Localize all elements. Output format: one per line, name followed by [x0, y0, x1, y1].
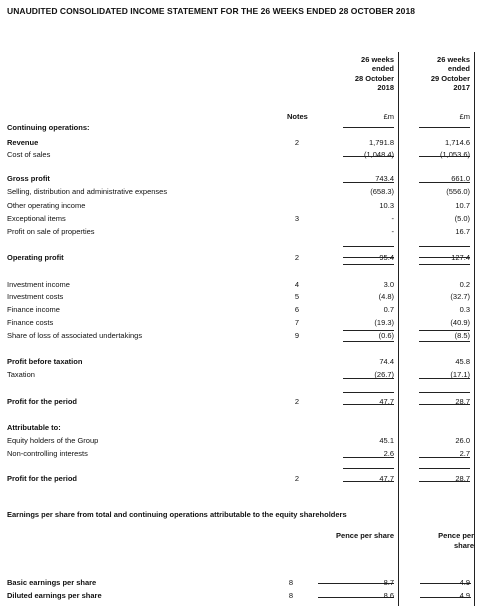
row-note: 7	[294, 318, 300, 327]
row-label: Non-controlling interests	[7, 449, 88, 458]
row-value-2018: 45.1	[379, 436, 394, 445]
row-value-2018: 47.7	[379, 474, 394, 483]
row-label: Cost of sales	[7, 150, 51, 159]
row-note: 2	[294, 253, 300, 262]
column-header-2018-line-2: ended	[371, 64, 394, 74]
row-value-2018: -	[391, 227, 394, 236]
rule-line	[419, 156, 470, 157]
row-value-2017: (17.1)	[450, 370, 470, 379]
eps-row-value-2017: 4.9	[459, 578, 470, 587]
row-label: Finance costs	[7, 318, 54, 327]
rule-line	[419, 481, 470, 482]
row-label: Profit for the period	[7, 474, 77, 483]
column-divider-right-2018	[398, 52, 399, 606]
row-label: Exceptional items	[7, 214, 66, 223]
row-note: 2	[294, 397, 300, 406]
column-divider-right-2017	[474, 52, 475, 606]
rule-line	[343, 404, 394, 405]
column-header-2017	[404, 55, 470, 92]
eps-row-label: Basic earnings per share	[7, 578, 97, 587]
row-value-2017: 45.8	[455, 357, 470, 366]
row-value-2017: 0.2	[459, 280, 470, 289]
rule-line	[343, 257, 394, 258]
row-label: Finance income	[7, 305, 60, 314]
row-value-2017: 26.0	[455, 436, 470, 445]
rule-line	[343, 457, 394, 458]
rule-line	[419, 246, 470, 247]
rule-line	[419, 341, 470, 342]
row-value-2018: 74.4	[379, 357, 394, 366]
row-value-2018: 0.7	[383, 305, 394, 314]
rule-line	[343, 156, 394, 157]
row-value-2018: 10.3	[379, 201, 394, 210]
row-value-2017: (1,053.6)	[439, 150, 470, 159]
row-note: 2	[294, 474, 300, 483]
row-label: Continuing operations:	[7, 123, 90, 132]
row-value-2017: 661.0	[451, 174, 470, 183]
row-note: 9	[294, 331, 300, 340]
row-value-2017: 127.4	[451, 253, 470, 262]
row-label: Share of loss of associated undertakings	[7, 331, 143, 340]
rule-line	[419, 392, 470, 393]
rule-line	[343, 392, 394, 393]
row-label: Investment costs	[7, 292, 64, 301]
row-value-2018: (4.8)	[378, 292, 394, 301]
rule-line	[343, 264, 394, 265]
row-value-2018: 2.6	[383, 449, 394, 458]
column-header-2017-line-4: 2017	[453, 82, 470, 92]
rule-line	[343, 341, 394, 342]
row-value-2017: (32.7)	[450, 292, 470, 301]
statement-title: UNAUDITED CONSOLIDATED INCOME STATEMENT FOR THE 26 WEEKS ENDED 28 OCTOBER 2018	[7, 6, 416, 16]
notes-header: Notes	[287, 112, 308, 121]
rule-line	[419, 404, 470, 405]
row-note: 2	[294, 138, 300, 147]
rule-line	[343, 246, 394, 247]
row-value-2017: 28.7	[455, 397, 470, 406]
row-label: Revenue	[7, 138, 39, 147]
row-value-2018: 3.0	[383, 280, 394, 289]
eps-row-value-2018: 8.6	[383, 591, 394, 600]
rule-line	[419, 378, 470, 379]
eps-row-note: 8	[288, 578, 294, 587]
rule-line	[343, 481, 394, 482]
eps-row-note: 8	[288, 591, 294, 600]
rule-line	[343, 378, 394, 379]
row-note: 3	[294, 214, 300, 223]
row-label: Profit for the period	[7, 397, 77, 406]
eps-header-2017-line-2: share	[453, 541, 474, 550]
unit-2017: £m	[459, 112, 470, 121]
row-value-2018: (658.3)	[370, 187, 394, 196]
row-note: 4	[294, 280, 300, 289]
column-header-2017-line-2: ended	[447, 64, 470, 74]
row-note: 5	[294, 292, 300, 301]
rule-line	[419, 330, 470, 331]
row-value-2018: (0.6)	[378, 331, 394, 340]
rule-line	[419, 257, 470, 258]
eps-row-value-2017: 4.9	[459, 591, 470, 600]
row-label: Attributable to:	[7, 423, 61, 432]
column-header-2018-line-1: 26 weeks	[361, 55, 394, 64]
row-value-2017: 2.7	[459, 449, 470, 458]
row-value-2018: 47.7	[379, 397, 394, 406]
row-label: Profit on sale of properties	[7, 227, 95, 236]
rule-line	[343, 182, 394, 183]
row-value-2018: (26.7)	[374, 370, 394, 379]
row-value-2017: 10.7	[455, 201, 470, 210]
row-value-2018: (19.3)	[374, 318, 394, 327]
rule-line	[419, 182, 470, 183]
column-header-2018	[328, 55, 394, 92]
eps-row-label: Diluted earnings per share	[7, 591, 102, 600]
row-label: Profit before taxation	[7, 357, 83, 366]
rule-line	[343, 330, 394, 331]
column-header-2018-line-3: 28 October	[354, 73, 394, 83]
row-label: Gross profit	[7, 174, 50, 183]
eps-heading: Earnings per share from total and continuing operations attributable to the equity shareholders	[7, 510, 347, 519]
row-label: Taxation	[7, 370, 35, 379]
row-value-2017: 1,714.6	[444, 138, 470, 147]
eps-header-2017-line-1: Pence per	[438, 531, 474, 540]
column-header-2017-line-3: 29 October	[430, 73, 470, 83]
row-value-2018: (1,048.4)	[363, 150, 394, 159]
row-label: Other operating income	[7, 201, 86, 210]
rule-line	[419, 127, 470, 128]
rule-line	[419, 264, 470, 265]
row-value-2017: (8.5)	[454, 331, 470, 340]
row-value-2018: 1,791.8	[368, 138, 394, 147]
eps-row-value-2018: 8.7	[383, 578, 394, 587]
row-value-2018: -	[391, 214, 394, 223]
row-value-2017: (556.0)	[446, 187, 470, 196]
row-label: Operating profit	[7, 253, 64, 262]
row-value-2017: 0.3	[459, 305, 470, 314]
rule-line	[343, 127, 394, 128]
row-label: Investment income	[7, 280, 70, 289]
rule-line	[419, 457, 470, 458]
row-value-2017: (40.9)	[450, 318, 470, 327]
row-label: Equity holders of the Group	[7, 436, 99, 445]
column-header-2017-line-1: 26 weeks	[437, 55, 470, 64]
row-note: 6	[294, 305, 300, 314]
unit-2018: £m	[383, 112, 394, 121]
rule-line	[419, 468, 470, 469]
row-label: Selling, distribution and administrative expenses	[7, 187, 168, 196]
eps-header-2018: Pence per share	[336, 531, 394, 540]
row-value-2017: 16.7	[455, 227, 470, 236]
row-value-2017: (5.0)	[454, 214, 470, 223]
row-value-2018: 95.4	[379, 253, 394, 262]
row-value-2018: 743.4	[375, 174, 394, 183]
column-header-2018-line-4: 2018	[377, 82, 394, 92]
rule-line	[343, 468, 394, 469]
row-value-2017: 28.7	[455, 474, 470, 483]
